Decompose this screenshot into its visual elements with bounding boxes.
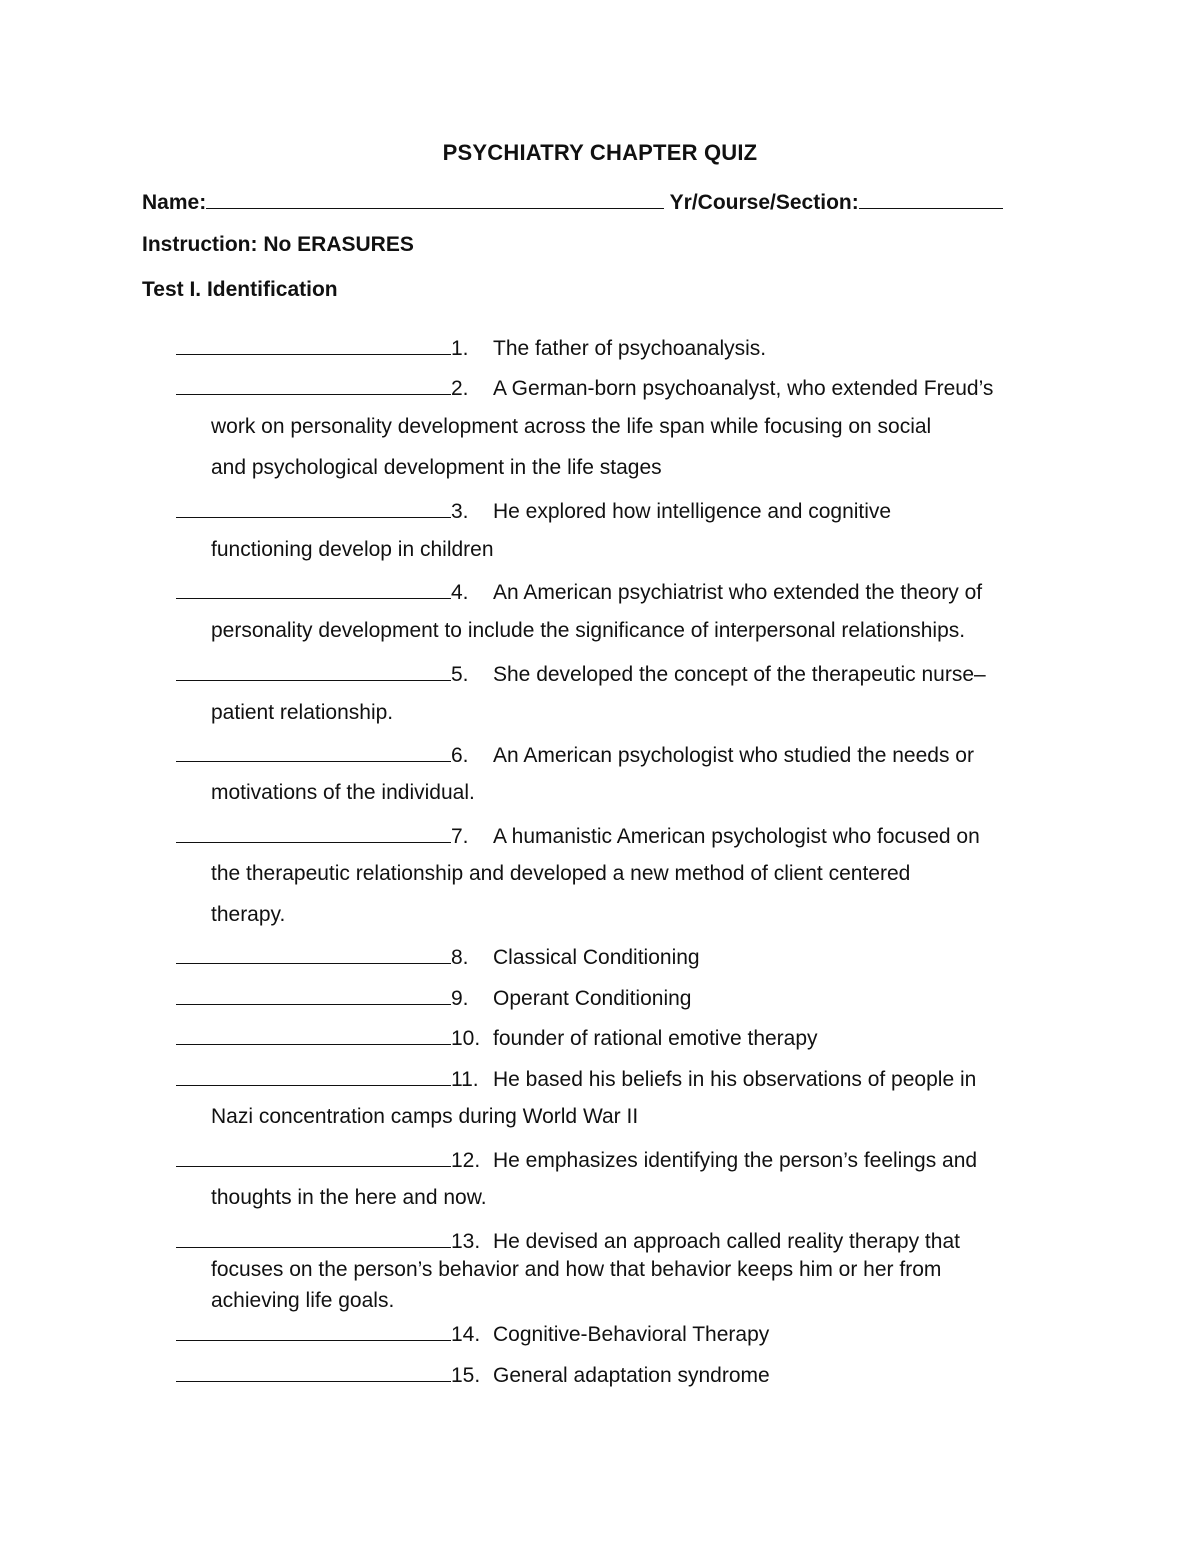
answer-blank[interactable] (176, 1227, 451, 1248)
question-number: 10. (451, 1027, 481, 1050)
name-field[interactable] (206, 188, 664, 209)
question-item (176, 1320, 1076, 1347)
question-text: A German-born psychoanalyst, who extended Freud’s (493, 377, 994, 400)
question-text: She developed the concept of the therapeutic nurse– (493, 663, 986, 686)
question-text: He based his beliefs in his observations of people in (493, 1068, 977, 1091)
answer-blank[interactable] (176, 1024, 451, 1045)
answer-blank[interactable] (176, 741, 451, 762)
question-number: 13. (451, 1230, 481, 1253)
question-item (176, 1146, 1076, 1173)
answer-blank[interactable] (176, 822, 451, 843)
question-item (176, 1024, 1076, 1051)
question-item (176, 1227, 1076, 1254)
question-number: 3. (451, 500, 469, 523)
question-text-continued: personality development to include the significance of interpersonal relationships. (211, 619, 966, 642)
question-number: 15. (451, 1364, 481, 1387)
question-item (176, 1065, 1076, 1092)
question-text-continued: focuses on the person’s behavior and how that behavior keeps him or her from (211, 1258, 942, 1281)
question-text-continued: and psychological development in the life stages (211, 456, 662, 479)
question-item (176, 1361, 1076, 1388)
page-title: PSYCHIATRY CHAPTER QUIZ (442, 140, 758, 165)
course-label: Yr/Course/Section: (669, 191, 859, 214)
test-heading: Test I. Identification (142, 278, 338, 301)
answer-blank[interactable] (176, 984, 451, 1005)
question-item (176, 578, 1076, 605)
question-number: 1. (451, 337, 469, 360)
question-text-continued: Nazi concentration camps during World War II (211, 1105, 639, 1128)
answer-blank[interactable] (176, 1146, 451, 1167)
question-number: 12. (451, 1149, 481, 1172)
question-text-continued: therapy. (211, 903, 286, 926)
question-text: General adaptation syndrome (493, 1364, 770, 1387)
question-text: Classical Conditioning (493, 946, 700, 969)
answer-blank[interactable] (176, 660, 451, 681)
question-text-continued: patient relationship. (211, 701, 394, 724)
question-item (176, 741, 1076, 768)
question-number: 6. (451, 744, 469, 767)
answer-blank[interactable] (176, 1065, 451, 1086)
question-item (176, 660, 1076, 687)
question-text: Operant Conditioning (493, 987, 692, 1010)
question-number: 14. (451, 1323, 481, 1346)
answer-blank[interactable] (176, 1361, 451, 1382)
question-item (176, 984, 1076, 1011)
question-number: 9. (451, 987, 469, 1010)
question-number: 11. (451, 1068, 479, 1091)
question-text-continued: thoughts in the here and now. (211, 1186, 487, 1209)
question-text: founder of rational emotive therapy (493, 1027, 818, 1050)
name-row (142, 188, 1003, 215)
question-item (176, 822, 1076, 849)
question-item (176, 943, 1076, 970)
question-number: 2. (451, 377, 469, 400)
question-text-continued: work on personality development across the life span while focusing on social (211, 415, 932, 438)
question-text: He emphasizes identifying the person’s feelings and (493, 1149, 978, 1172)
question-text: He explored how intelligence and cognitive (493, 500, 892, 523)
question-text: An American psychiatrist who extended the theory of (493, 581, 983, 604)
answer-blank[interactable] (176, 374, 451, 395)
question-number: 7. (451, 825, 469, 848)
question-text: Cognitive-Behavioral Therapy (493, 1323, 770, 1346)
question-number: 8. (451, 946, 469, 969)
question-text-continued: motivations of the individual. (211, 781, 475, 804)
question-number: 4. (451, 581, 469, 604)
instruction: Instruction: No ERASURES (142, 233, 414, 256)
question-text: The father of psychoanalysis. (493, 337, 767, 360)
question-item (176, 334, 1076, 361)
answer-blank[interactable] (176, 943, 451, 964)
answer-blank[interactable] (176, 334, 451, 355)
name-label: Name: (142, 191, 207, 214)
question-item (176, 374, 1076, 401)
question-text-continued: functioning develop in children (211, 538, 494, 561)
answer-blank[interactable] (176, 497, 451, 518)
question-text: He devised an approach called reality therapy that (493, 1230, 960, 1253)
answer-blank[interactable] (176, 578, 451, 599)
question-text: An American psychologist who studied the needs or (493, 744, 974, 767)
question-text-continued: achieving life goals. (211, 1289, 395, 1312)
question-item (176, 497, 1076, 524)
question-text-continued: the therapeutic relationship and developed a new method of client centered (211, 862, 911, 885)
question-number: 5. (451, 663, 469, 686)
course-field[interactable] (859, 188, 1003, 209)
question-text: A humanistic American psychologist who focused on (493, 825, 980, 848)
answer-blank[interactable] (176, 1320, 451, 1341)
